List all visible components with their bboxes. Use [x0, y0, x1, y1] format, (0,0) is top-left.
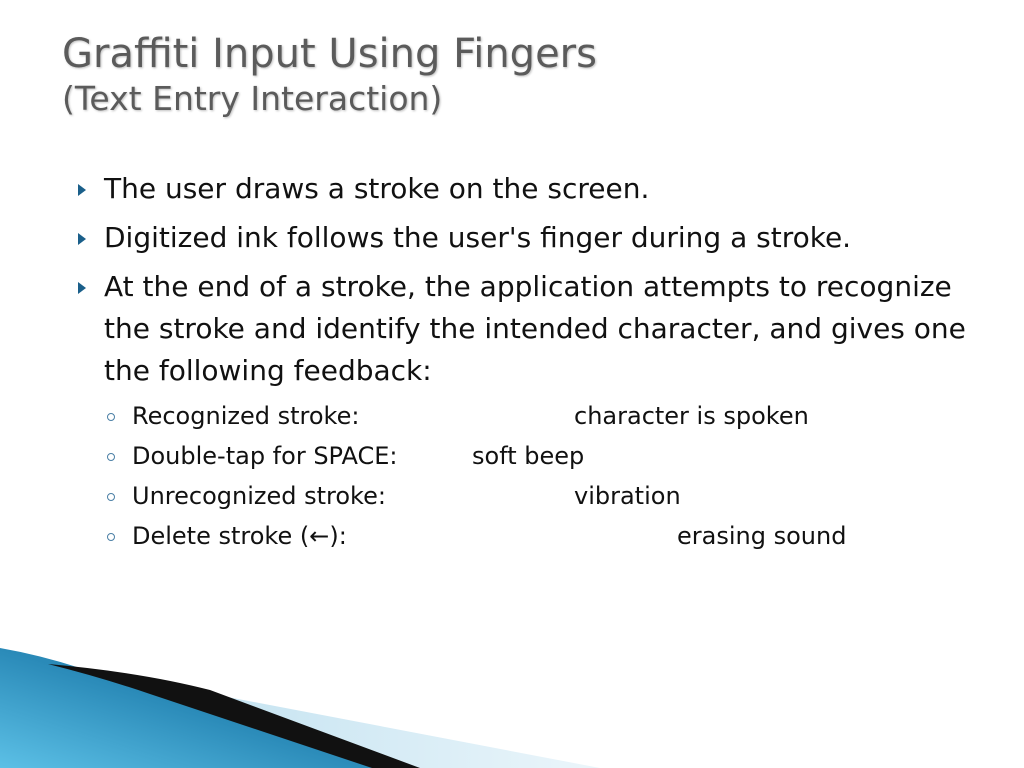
feedback-label: Recognized stroke: [132, 402, 360, 430]
bullet-text: At the end of a stroke, the application attempts to recognize the stroke and identify the intended character, and gives one the following feedback: [104, 270, 966, 387]
feedback-value: vibration [574, 482, 681, 510]
title-subtitle: (Text Entry Interaction) [62, 79, 443, 118]
feedback-value: character is spoken [574, 402, 809, 430]
feedback-label: Unrecognized stroke: [132, 482, 386, 510]
feedback-value: erasing sound [677, 522, 847, 550]
bullet-text: The user draws a stroke on the screen. [104, 172, 650, 205]
feedback-value: soft beep [472, 442, 585, 470]
feedback-label: Double-tap for SPACE: [132, 442, 398, 470]
title-main: Graffiti Input Using Fingers [62, 31, 597, 77]
feedback-label: Delete stroke (←): [132, 522, 347, 550]
bullet-text: Digitized ink follows the user's finger during a stroke. [104, 221, 852, 254]
